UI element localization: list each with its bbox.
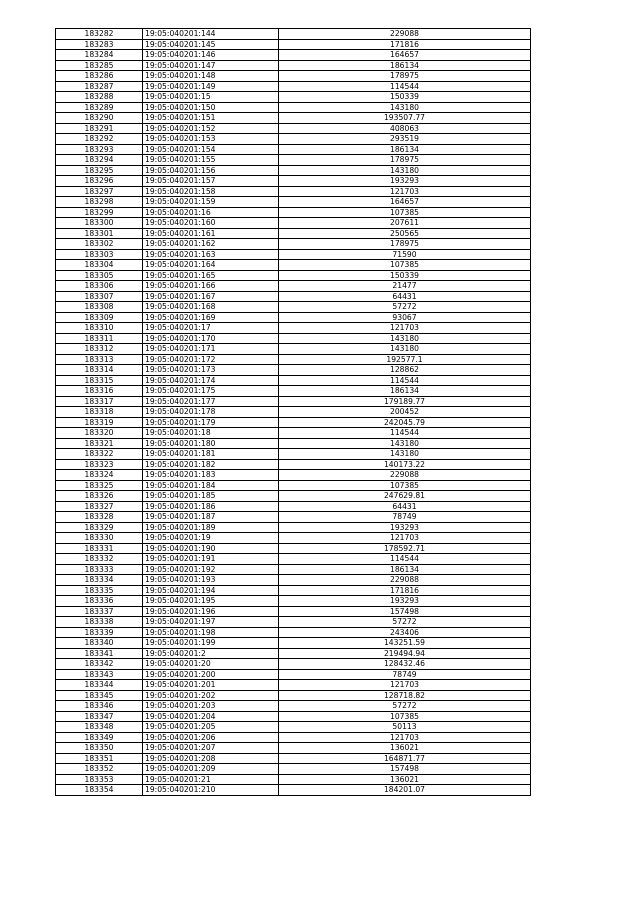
row-number-cell: 183287 — [56, 81, 143, 92]
value-cell: 143180 — [279, 344, 531, 355]
table-row — [56, 743, 531, 754]
table-row — [56, 302, 531, 313]
table-row — [56, 512, 531, 523]
row-number-cell: 183345 — [56, 690, 143, 701]
table-row — [56, 449, 531, 460]
cadastral-number-cell: 19:05:040201:189 — [143, 522, 279, 533]
row-number-cell: 183313 — [56, 354, 143, 365]
value-cell: 164657 — [279, 50, 531, 61]
cadastral-number-cell: 19:05:040201:146 — [143, 50, 279, 61]
table-row — [56, 785, 531, 796]
value-cell: 143180 — [279, 165, 531, 176]
value-cell: 114544 — [279, 375, 531, 386]
cadastral-number-cell: 19:05:040201:195 — [143, 596, 279, 607]
cadastral-number-cell: 19:05:040201:205 — [143, 722, 279, 733]
table-row — [56, 701, 531, 712]
cadastral-number-cell: 19:05:040201:169 — [143, 312, 279, 323]
value-cell: 229088 — [279, 575, 531, 586]
value-cell: 178975 — [279, 155, 531, 166]
value-cell: 107385 — [279, 480, 531, 491]
value-cell: 193507.77 — [279, 113, 531, 124]
row-number-cell: 183304 — [56, 260, 143, 271]
row-number-cell: 183295 — [56, 165, 143, 176]
cadastral-number-cell: 19:05:040201:161 — [143, 228, 279, 239]
row-number-cell: 183296 — [56, 176, 143, 187]
row-number-cell: 183325 — [56, 480, 143, 491]
value-cell: 93067 — [279, 312, 531, 323]
value-cell: 71590 — [279, 249, 531, 260]
cadastral-number-cell: 19:05:040201:163 — [143, 249, 279, 260]
value-cell: 164871.77 — [279, 753, 531, 764]
cadastral-number-cell: 19:05:040201:203 — [143, 701, 279, 712]
cadastral-number-cell: 19:05:040201:148 — [143, 71, 279, 82]
table-row — [56, 354, 531, 365]
table-row — [56, 81, 531, 92]
table-row — [56, 144, 531, 155]
cadastral-number-cell: 19:05:040201:210 — [143, 785, 279, 796]
row-number-cell: 183335 — [56, 585, 143, 596]
table-row — [56, 386, 531, 397]
value-cell: 192577.1 — [279, 354, 531, 365]
row-number-cell: 183347 — [56, 711, 143, 722]
table-row — [56, 39, 531, 50]
cadastral-number-cell: 19:05:040201:198 — [143, 627, 279, 638]
row-number-cell: 183354 — [56, 785, 143, 796]
row-number-cell: 183309 — [56, 312, 143, 323]
row-number-cell: 183350 — [56, 743, 143, 754]
row-number-cell: 183326 — [56, 491, 143, 502]
value-cell: 64431 — [279, 501, 531, 512]
table-row — [56, 438, 531, 449]
row-number-cell: 183290 — [56, 113, 143, 124]
table-row — [56, 312, 531, 323]
row-number-cell: 183308 — [56, 302, 143, 313]
value-cell: 78749 — [279, 512, 531, 523]
value-cell: 243406 — [279, 627, 531, 638]
value-cell: 121703 — [279, 680, 531, 691]
value-cell: 178975 — [279, 239, 531, 250]
value-cell: 107385 — [279, 711, 531, 722]
row-number-cell: 183321 — [56, 438, 143, 449]
cadastral-number-cell: 19:05:040201:200 — [143, 669, 279, 680]
row-number-cell: 183319 — [56, 417, 143, 428]
value-cell: 50113 — [279, 722, 531, 733]
table-row — [56, 575, 531, 586]
row-number-cell: 183351 — [56, 753, 143, 764]
row-number-cell: 183333 — [56, 564, 143, 575]
cadastral-number-cell: 19:05:040201:204 — [143, 711, 279, 722]
row-number-cell: 183306 — [56, 281, 143, 292]
value-cell: 229088 — [279, 29, 531, 40]
value-cell: 121703 — [279, 732, 531, 743]
row-number-cell: 183342 — [56, 659, 143, 670]
row-number-cell: 183328 — [56, 512, 143, 523]
cadastral-number-cell: 19:05:040201:199 — [143, 638, 279, 649]
value-cell: 143180 — [279, 333, 531, 344]
row-number-cell: 183336 — [56, 596, 143, 607]
value-cell: 121703 — [279, 533, 531, 544]
cadastral-number-cell: 19:05:040201:164 — [143, 260, 279, 271]
value-cell: 164657 — [279, 197, 531, 208]
table-row — [56, 554, 531, 565]
cadastral-number-cell: 19:05:040201:167 — [143, 291, 279, 302]
row-number-cell: 183331 — [56, 543, 143, 554]
table-row — [56, 365, 531, 376]
row-number-cell: 183339 — [56, 627, 143, 638]
value-cell: 179189.77 — [279, 396, 531, 407]
row-number-cell: 183330 — [56, 533, 143, 544]
table-row — [56, 249, 531, 260]
cadastral-number-cell: 19:05:040201:159 — [143, 197, 279, 208]
cadastral-number-cell: 19:05:040201:147 — [143, 60, 279, 71]
table-row — [56, 753, 531, 764]
value-cell: 207611 — [279, 218, 531, 229]
cadastral-number-cell: 19:05:040201:172 — [143, 354, 279, 365]
value-cell: 157498 — [279, 764, 531, 775]
row-number-cell: 183344 — [56, 680, 143, 691]
cadastral-number-cell: 19:05:040201:21 — [143, 774, 279, 785]
value-cell: 171816 — [279, 585, 531, 596]
table-row — [56, 239, 531, 250]
value-cell: 186134 — [279, 144, 531, 155]
table-row — [56, 29, 531, 40]
table-row — [56, 627, 531, 638]
cadastral-number-cell: 19:05:040201:190 — [143, 543, 279, 554]
value-cell: 136021 — [279, 774, 531, 785]
table-row — [56, 50, 531, 61]
cadastral-number-cell: 19:05:040201:183 — [143, 470, 279, 481]
cadastral-number-cell: 19:05:040201:18 — [143, 428, 279, 439]
cadastral-number-cell: 19:05:040201:2 — [143, 648, 279, 659]
cadastral-number-cell: 19:05:040201:202 — [143, 690, 279, 701]
table-row — [56, 260, 531, 271]
table-row — [56, 543, 531, 554]
table-row — [56, 690, 531, 701]
value-cell: 247629.81 — [279, 491, 531, 502]
value-cell: 21477 — [279, 281, 531, 292]
row-number-cell: 183282 — [56, 29, 143, 40]
cadastral-number-cell: 19:05:040201:178 — [143, 407, 279, 418]
value-cell: 143180 — [279, 102, 531, 113]
value-cell: 186134 — [279, 386, 531, 397]
cadastral-number-cell: 19:05:040201:158 — [143, 186, 279, 197]
table-row — [56, 659, 531, 670]
table-row — [56, 617, 531, 628]
value-cell: 219494.94 — [279, 648, 531, 659]
value-cell: 200452 — [279, 407, 531, 418]
value-cell: 171816 — [279, 39, 531, 50]
value-cell: 178592.71 — [279, 543, 531, 554]
value-cell: 128432.46 — [279, 659, 531, 670]
cadastral-number-cell: 19:05:040201:145 — [143, 39, 279, 50]
cadastral-number-cell: 19:05:040201:168 — [143, 302, 279, 313]
cadastral-number-cell: 19:05:040201:156 — [143, 165, 279, 176]
table-row — [56, 648, 531, 659]
row-number-cell: 183300 — [56, 218, 143, 229]
value-cell: 78749 — [279, 669, 531, 680]
value-cell: 140173.22 — [279, 459, 531, 470]
value-cell: 186134 — [279, 60, 531, 71]
table-row — [56, 564, 531, 575]
row-number-cell: 183349 — [56, 732, 143, 743]
value-cell: 193293 — [279, 176, 531, 187]
cadastral-number-cell: 19:05:040201:151 — [143, 113, 279, 124]
cadastral-number-cell: 19:05:040201:194 — [143, 585, 279, 596]
row-number-cell: 183320 — [56, 428, 143, 439]
table-row — [56, 407, 531, 418]
row-number-cell: 183284 — [56, 50, 143, 61]
row-number-cell: 183292 — [56, 134, 143, 145]
row-number-cell: 183340 — [56, 638, 143, 649]
table-row — [56, 491, 531, 502]
table-row — [56, 764, 531, 775]
table-row — [56, 344, 531, 355]
cadastral-number-cell: 19:05:040201:152 — [143, 123, 279, 134]
cadastral-number-cell: 19:05:040201:180 — [143, 438, 279, 449]
value-cell: 136021 — [279, 743, 531, 754]
cadastral-number-cell: 19:05:040201:15 — [143, 92, 279, 103]
cadastral-number-cell: 19:05:040201:171 — [143, 344, 279, 355]
row-number-cell: 183316 — [56, 386, 143, 397]
table-row — [56, 417, 531, 428]
table-row — [56, 470, 531, 481]
cadastral-number-cell: 19:05:040201:192 — [143, 564, 279, 575]
table-row — [56, 669, 531, 680]
cadastral-number-cell: 19:05:040201:174 — [143, 375, 279, 386]
row-number-cell: 183329 — [56, 522, 143, 533]
table-row — [56, 428, 531, 439]
value-cell: 193293 — [279, 596, 531, 607]
table-row — [56, 596, 531, 607]
value-cell: 114544 — [279, 554, 531, 565]
cadastral-number-cell: 19:05:040201:153 — [143, 134, 279, 145]
value-cell: 408063 — [279, 123, 531, 134]
table-row — [56, 113, 531, 124]
value-cell: 121703 — [279, 323, 531, 334]
cadastral-number-cell: 19:05:040201:209 — [143, 764, 279, 775]
value-cell: 293519 — [279, 134, 531, 145]
cadastral-number-cell: 19:05:040201:166 — [143, 281, 279, 292]
cadastral-number-cell: 19:05:040201:20 — [143, 659, 279, 670]
row-number-cell: 183302 — [56, 239, 143, 250]
value-cell: 250565 — [279, 228, 531, 239]
cadastral-number-cell: 19:05:040201:16 — [143, 207, 279, 218]
cadastral-number-cell: 19:05:040201:185 — [143, 491, 279, 502]
table-row — [56, 281, 531, 292]
table-row — [56, 207, 531, 218]
table-row — [56, 270, 531, 281]
table-row — [56, 533, 531, 544]
table-row — [56, 585, 531, 596]
cadastral-number-cell: 19:05:040201:17 — [143, 323, 279, 334]
cadastral-number-cell: 19:05:040201:201 — [143, 680, 279, 691]
cadastral-number-cell: 19:05:040201:162 — [143, 239, 279, 250]
cadastral-number-cell: 19:05:040201:179 — [143, 417, 279, 428]
row-number-cell: 183291 — [56, 123, 143, 134]
cadastral-number-cell: 19:05:040201:206 — [143, 732, 279, 743]
cadastral-number-cell: 19:05:040201:196 — [143, 606, 279, 617]
value-cell: 150339 — [279, 92, 531, 103]
cadastral-number-cell: 19:05:040201:181 — [143, 449, 279, 460]
cadastral-number-cell: 19:05:040201:144 — [143, 29, 279, 40]
value-cell: 143251.59 — [279, 638, 531, 649]
value-cell: 57272 — [279, 617, 531, 628]
table-row — [56, 186, 531, 197]
table-row — [56, 459, 531, 470]
row-number-cell: 183332 — [56, 554, 143, 565]
row-number-cell: 183318 — [56, 407, 143, 418]
value-cell: 107385 — [279, 260, 531, 271]
value-cell: 184201.07 — [279, 785, 531, 796]
row-number-cell: 183317 — [56, 396, 143, 407]
value-cell: 64431 — [279, 291, 531, 302]
table-row — [56, 375, 531, 386]
row-number-cell: 183310 — [56, 323, 143, 334]
row-number-cell: 183353 — [56, 774, 143, 785]
row-number-cell: 183299 — [56, 207, 143, 218]
value-cell: 143180 — [279, 449, 531, 460]
value-cell: 229088 — [279, 470, 531, 481]
table-row — [56, 291, 531, 302]
row-number-cell: 183315 — [56, 375, 143, 386]
row-number-cell: 183337 — [56, 606, 143, 617]
value-cell: 193293 — [279, 522, 531, 533]
value-cell: 157498 — [279, 606, 531, 617]
value-cell: 114544 — [279, 428, 531, 439]
row-number-cell: 183303 — [56, 249, 143, 260]
row-number-cell: 183283 — [56, 39, 143, 50]
cadastral-number-cell: 19:05:040201:175 — [143, 386, 279, 397]
cadastral-number-cell: 19:05:040201:186 — [143, 501, 279, 512]
table-row — [56, 638, 531, 649]
value-cell: 178975 — [279, 71, 531, 82]
value-cell: 143180 — [279, 438, 531, 449]
table-row — [56, 71, 531, 82]
value-cell: 114544 — [279, 81, 531, 92]
table-row — [56, 333, 531, 344]
table-row — [56, 396, 531, 407]
row-number-cell: 183338 — [56, 617, 143, 628]
cadastral-number-cell: 19:05:040201:157 — [143, 176, 279, 187]
cadastral-number-cell: 19:05:040201:155 — [143, 155, 279, 166]
cadastral-number-cell: 19:05:040201:160 — [143, 218, 279, 229]
value-cell: 128718.82 — [279, 690, 531, 701]
row-number-cell: 183322 — [56, 449, 143, 460]
row-number-cell: 183307 — [56, 291, 143, 302]
cadastral-number-cell: 19:05:040201:208 — [143, 753, 279, 764]
cadastral-number-cell: 19:05:040201:165 — [143, 270, 279, 281]
cadastral-number-cell: 19:05:040201:187 — [143, 512, 279, 523]
table-row — [56, 323, 531, 334]
cadastral-number-cell: 19:05:040201:150 — [143, 102, 279, 113]
value-cell: 121703 — [279, 186, 531, 197]
row-number-cell: 183334 — [56, 575, 143, 586]
table-row — [56, 722, 531, 733]
row-number-cell: 183324 — [56, 470, 143, 481]
table-row — [56, 480, 531, 491]
row-number-cell: 183293 — [56, 144, 143, 155]
table-body — [56, 29, 531, 796]
table-row — [56, 218, 531, 229]
row-number-cell: 183314 — [56, 365, 143, 376]
row-number-cell: 183297 — [56, 186, 143, 197]
cadastral-number-cell: 19:05:040201:154 — [143, 144, 279, 155]
value-cell: 128862 — [279, 365, 531, 376]
row-number-cell: 183346 — [56, 701, 143, 712]
cadastral-number-cell: 19:05:040201:173 — [143, 365, 279, 376]
table-row — [56, 123, 531, 134]
table-row — [56, 501, 531, 512]
row-number-cell: 183301 — [56, 228, 143, 239]
cadastral-number-cell: 19:05:040201:170 — [143, 333, 279, 344]
table-row — [56, 176, 531, 187]
data-table — [55, 28, 531, 796]
cadastral-number-cell: 19:05:040201:149 — [143, 81, 279, 92]
cadastral-number-cell: 19:05:040201:207 — [143, 743, 279, 754]
row-number-cell: 183343 — [56, 669, 143, 680]
table-row — [56, 165, 531, 176]
value-cell: 150339 — [279, 270, 531, 281]
row-number-cell: 183323 — [56, 459, 143, 470]
row-number-cell: 183311 — [56, 333, 143, 344]
cadastral-number-cell: 19:05:040201:177 — [143, 396, 279, 407]
cadastral-number-cell: 19:05:040201:184 — [143, 480, 279, 491]
table-row — [56, 774, 531, 785]
row-number-cell: 183286 — [56, 71, 143, 82]
row-number-cell: 183352 — [56, 764, 143, 775]
row-number-cell: 183348 — [56, 722, 143, 733]
value-cell: 57272 — [279, 302, 531, 313]
cadastral-number-cell: 19:05:040201:182 — [143, 459, 279, 470]
row-number-cell: 183327 — [56, 501, 143, 512]
row-number-cell: 183305 — [56, 270, 143, 281]
table-row — [56, 732, 531, 743]
cadastral-number-cell: 19:05:040201:191 — [143, 554, 279, 565]
row-number-cell: 183288 — [56, 92, 143, 103]
table-row — [56, 606, 531, 617]
table-row — [56, 60, 531, 71]
table-row — [56, 228, 531, 239]
row-number-cell: 183341 — [56, 648, 143, 659]
table-row — [56, 711, 531, 722]
row-number-cell: 183294 — [56, 155, 143, 166]
table-row — [56, 155, 531, 166]
cadastral-number-cell: 19:05:040201:197 — [143, 617, 279, 628]
table-row — [56, 102, 531, 113]
row-number-cell: 183298 — [56, 197, 143, 208]
cadastral-number-cell: 19:05:040201:193 — [143, 575, 279, 586]
row-number-cell: 183289 — [56, 102, 143, 113]
table-row — [56, 680, 531, 691]
table-row — [56, 197, 531, 208]
table-row — [56, 92, 531, 103]
value-cell: 242045.79 — [279, 417, 531, 428]
value-cell: 186134 — [279, 564, 531, 575]
cadastral-number-cell: 19:05:040201:19 — [143, 533, 279, 544]
table-row — [56, 522, 531, 533]
table-row — [56, 134, 531, 145]
row-number-cell: 183312 — [56, 344, 143, 355]
value-cell: 107385 — [279, 207, 531, 218]
value-cell: 57272 — [279, 701, 531, 712]
row-number-cell: 183285 — [56, 60, 143, 71]
